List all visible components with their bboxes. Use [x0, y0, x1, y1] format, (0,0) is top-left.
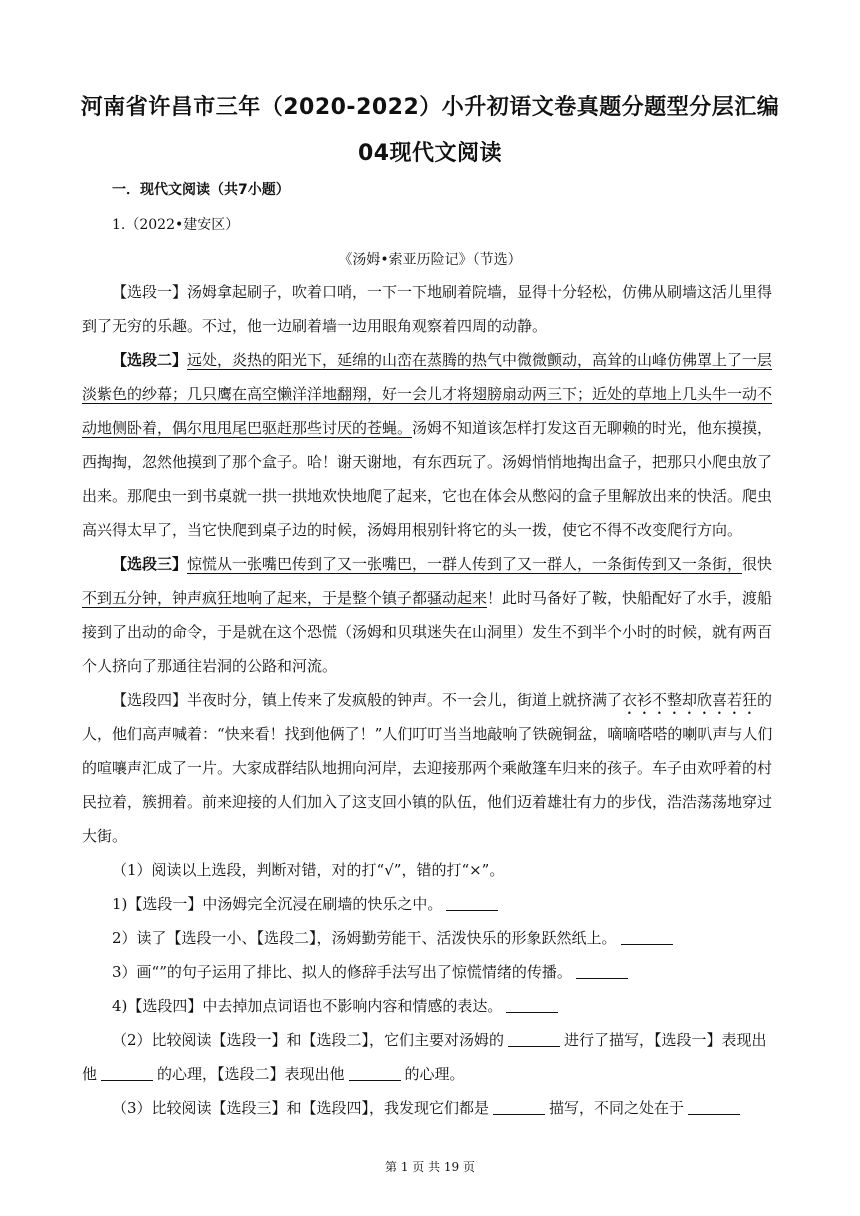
question-1-2-line-1: [112, 1030, 812, 1050]
question-text: 的心理，【选段二】表现出他: [157, 1065, 345, 1083]
answer-blank[interactable]: [493, 1100, 545, 1115]
passage-title: 《汤姆•索亚历险记》（节选）: [338, 252, 522, 268]
underlined-text: 不到五分钟，钟声疯狂地响了起来，于是整个镇子都骚动起来: [82, 589, 488, 607]
document-title: 河南省许昌市三年（2020-2022）小升初语文卷真题分题型分层汇编: [80, 95, 780, 120]
answer-blank[interactable]: [576, 964, 628, 979]
question-text: 他: [82, 1065, 98, 1083]
answer-blank[interactable]: [506, 998, 558, 1013]
paragraph-text: 【选段四】半夜时分，镇上传来了发疯般的钟声。不一会儿，街道上就挤满了: [112, 691, 623, 709]
paragraph-2-line-2: 淡紫色的纱幕；几只鹰在高空懒洋洋地翻翔，好一会儿才将翅膀扇动两三下；近处的草地上几头牛一动不: [82, 385, 773, 403]
page-footer: 第 1 页 共 19 页: [385, 1160, 475, 1174]
paragraph-text: ！此时马备好了鞍，快船配好了水手，渡船: [487, 589, 773, 607]
paragraph-3-line-1: [112, 554, 812, 574]
paragraph-text: 很快: [742, 555, 773, 573]
question-text: 进行了描写，【选段一】表现出: [564, 1031, 767, 1049]
answer-blank[interactable]: [101, 1066, 153, 1081]
paragraph-4-line-2: 人，他们高声喊着：“快来看！找到他俩了！”人们叮叮当当地敲响了铁碗铜盆，嘀嘀嗒嗒的喇叭声与人们: [82, 725, 773, 743]
question-text: 1)【选段一】中汤姆完全沉浸在刷墙的快乐之中。: [112, 895, 443, 913]
answer-blank[interactable]: [688, 1100, 740, 1115]
paragraph-2-line-3: [82, 418, 782, 438]
dotted-phrase: 衣衫不整却欣喜若狂: [622, 691, 758, 709]
section-heading: 一．现代文阅读（共7小题）: [112, 182, 290, 198]
paragraph-2-label: 【选段二】: [112, 351, 188, 369]
answer-blank[interactable]: [349, 1066, 401, 1081]
paragraph-4-line-5: 大街。: [82, 827, 128, 845]
paragraph-2-line-6: 高兴得太早了，当它快爬到桌子边的时候，汤姆用根别针将它的头一拨，使它不得不改变爬行方向。: [82, 521, 743, 539]
paragraph-3-label: 【选段三】: [112, 555, 188, 573]
question-text: （3）比较阅读【选段三】和【选段四】，我发现它们都是: [112, 1099, 490, 1117]
paragraph-2-line-4: 西掏掏，忽然他摸到了那个盒子。哈！谢天谢地，有东西玩了。汤姆悄悄地掏出盒子，把那只小爬虫放了: [82, 453, 773, 471]
paragraph-3-line-2: [82, 588, 782, 608]
answer-blank[interactable]: [508, 1032, 560, 1047]
question-text: 的心理。: [404, 1065, 465, 1083]
question-1-1-item-4: [112, 996, 812, 1016]
paragraph-text: 汤姆不知道该怎样打发这百无聊赖的时光，他东摸摸，: [412, 419, 773, 437]
question-1-2-line-2: [82, 1064, 782, 1084]
answer-blank[interactable]: [621, 930, 673, 945]
paragraph-3-line-3: 接到了出动的命令，于是就在这个恐慌（汤姆和贝琪迷失在山洞里）发生不到半个小时的时候，就有两百: [82, 623, 773, 641]
underlined-text: 动地侧卧着，偶尔甩甩尾巴驱赶那些讨厌的苍蝇。: [82, 419, 413, 437]
question-text: （2）比较阅读【选段一】和【选段二】，它们主要对汤姆的: [112, 1031, 505, 1049]
paragraph-4-line-1: [112, 690, 812, 718]
question-text: 3）画“”的句子运用了排比、拟人的修辞手法写出了惊慌情绪的传播。: [112, 963, 572, 981]
paragraph-text: 的: [757, 691, 773, 709]
question-1-1: （1）阅读以上选段，判断对错，对的打“√”，错的打“×”。: [112, 861, 505, 879]
paragraph-3-line-4: 个人挤向了那通往岩洞的公路和河流。: [82, 657, 338, 675]
underlined-text: 惊慌从一张嘴巴传到了又一张嘴巴，一群人传到了又一群人，一条街传到又一条街，: [187, 555, 743, 573]
paragraph-4-line-4: 民拉着，簇拥着。前来迎接的人们加入了这支回小镇的队伍，他们迈着雄壮有力的步伐，浩浩荡荡地穿过: [82, 793, 773, 811]
question-1-3: [112, 1098, 812, 1118]
document-subtitle: 04现代文阅读: [357, 141, 503, 166]
question-text: 4)【选段四】中去掉加点词语也不影响内容和情感的表达。: [112, 997, 503, 1015]
paragraph-1-line-1: 【选段一】汤姆拿起刷子，吹着口哨，一下一下地刷着院墙，显得十分轻松，仿佛从刷墙这活儿里得: [112, 283, 773, 301]
paragraph-4-line-3: 的喧嚷声汇成了一片。大家成群结队地拥向河岸，去迎接那两个乘敞篷车归来的孩子。车子由欢呼着的村: [82, 759, 773, 777]
underlined-text: 远处，炎热的阳光下，延绵的山峦在蒸腾的热气中微微颤动，高耸的山峰仿佛罩上了一层: [187, 351, 773, 369]
question-text: 2）读了【选段一小、【选段二】，汤姆勤劳能干、活泼快乐的形象跃然纸上。: [112, 929, 617, 947]
question-1-1-item-1: [112, 894, 812, 914]
paragraph-2-line-1: [112, 350, 812, 370]
paragraph-2-line-5: 出来。那爬虫一到书桌就一拱一拱地欢快地爬了起来，它也在体会从憋闷的盒子里解放出来的快活。爬虫: [82, 487, 773, 505]
question-1-header: 1.（2022•建安区）: [112, 217, 240, 233]
question-text: 描写，不同之处在于: [549, 1099, 685, 1117]
question-1-1-item-3: [112, 962, 812, 982]
answer-blank[interactable]: [446, 896, 498, 911]
question-1-1-item-2: [112, 928, 812, 948]
paragraph-1-line-2: 到了无穷的乐趣。不过，他一边刷着墙一边用眼角观察着四周的动静。: [82, 317, 548, 335]
